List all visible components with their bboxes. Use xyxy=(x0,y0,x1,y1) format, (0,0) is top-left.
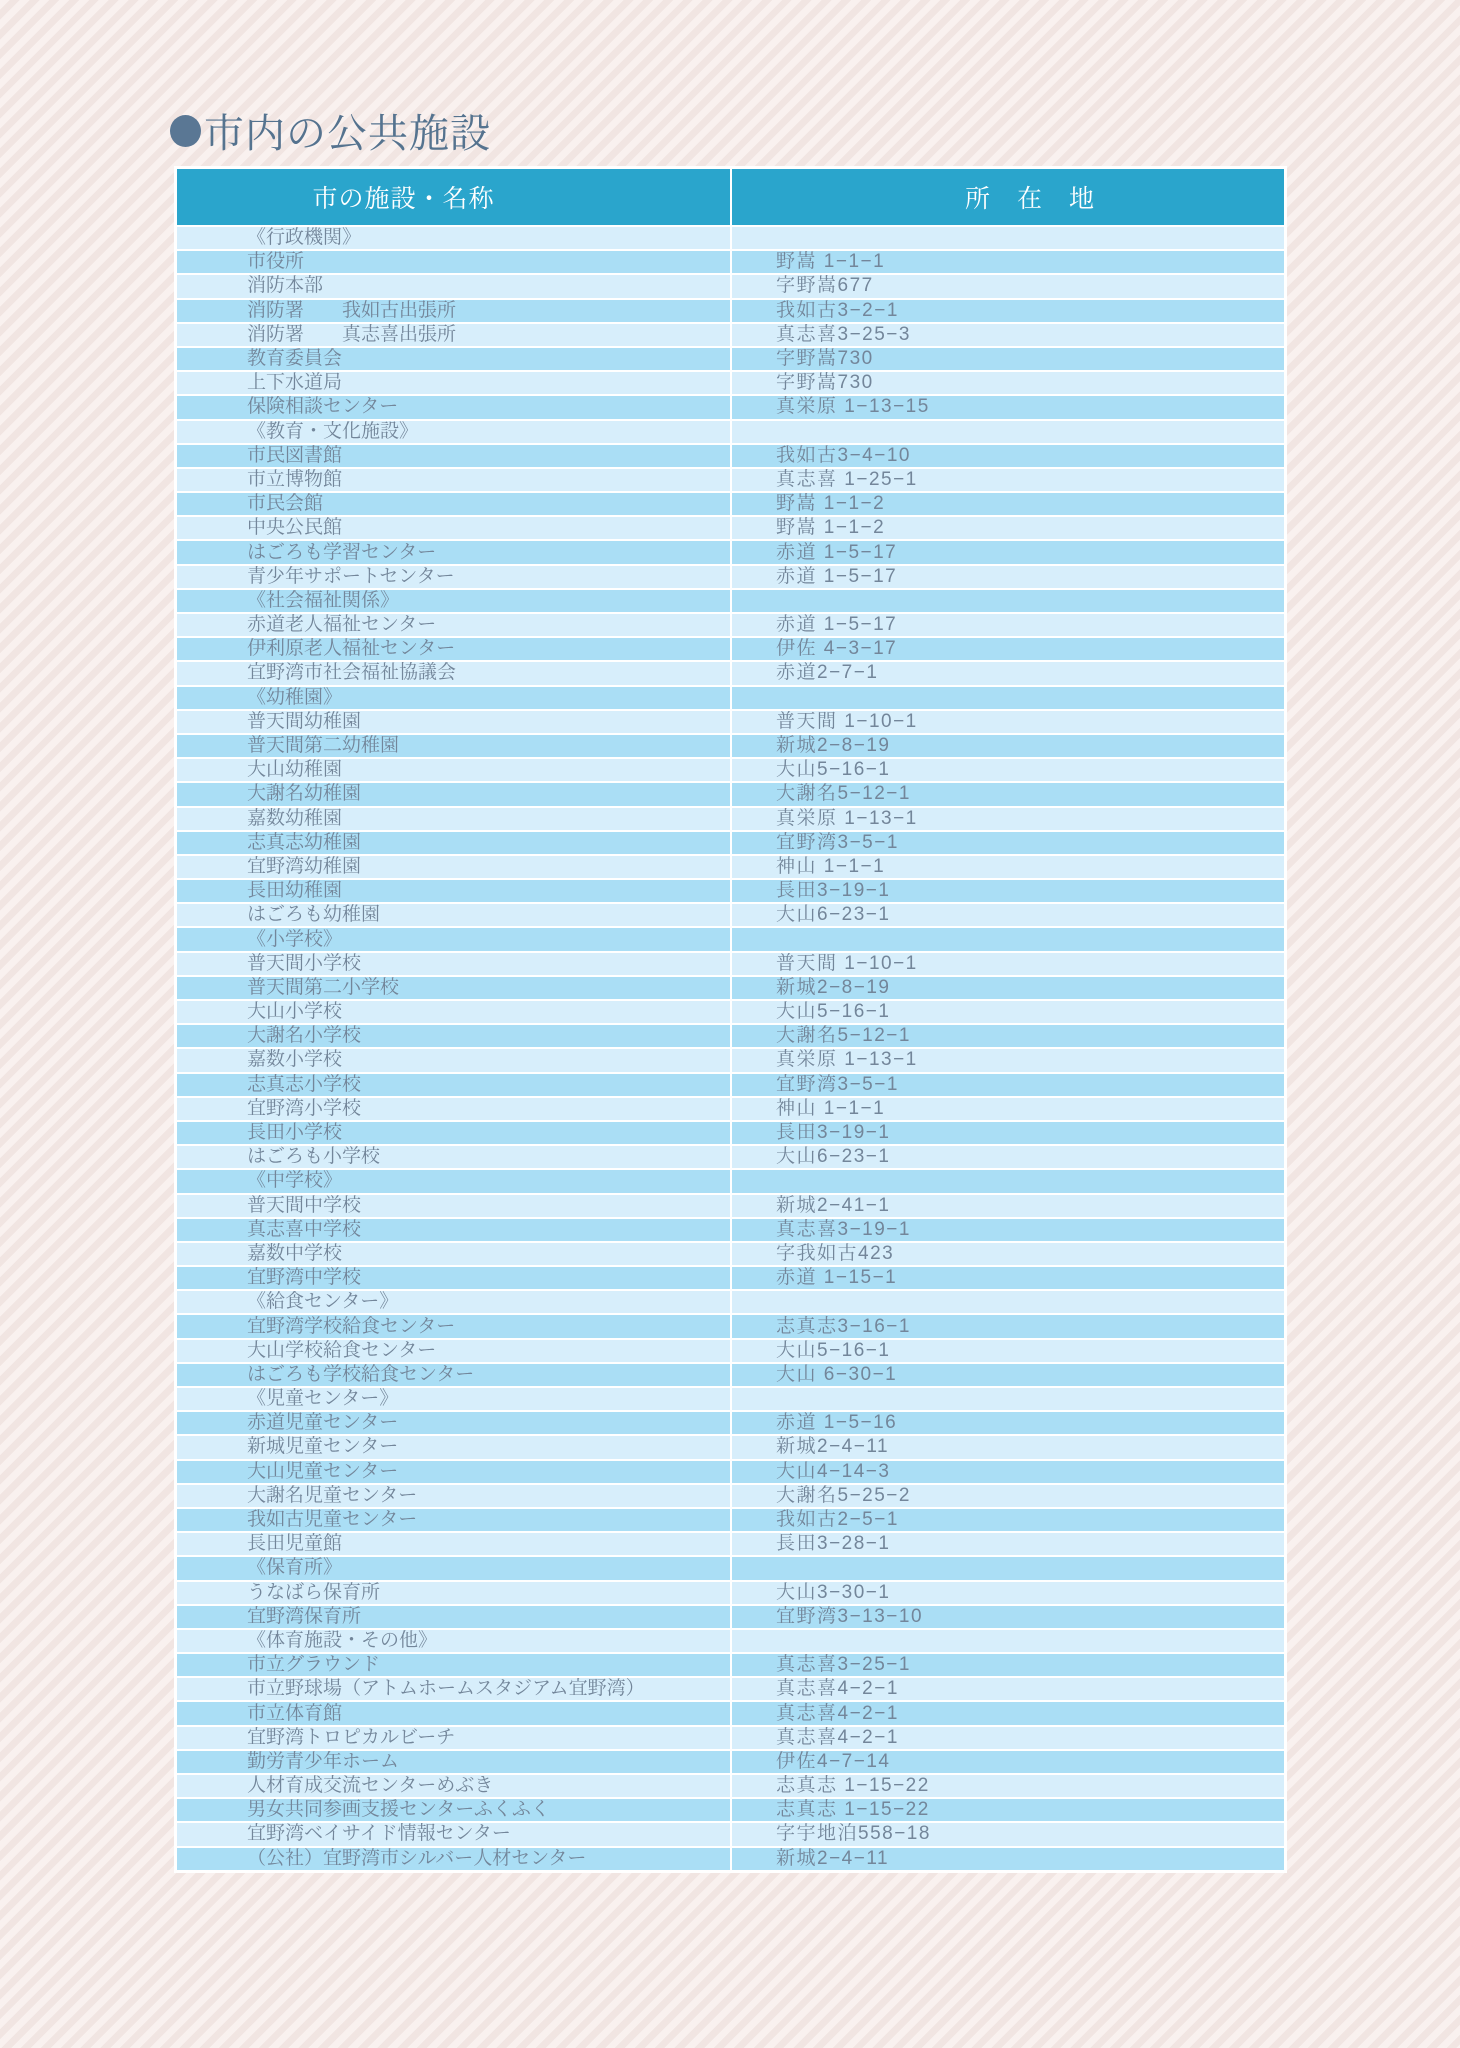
facility-name: はごろも学習センター xyxy=(177,541,730,563)
facility-name: 《体育施設・その他》 xyxy=(177,1630,730,1652)
facility-address: 宜野湾3−5−1 xyxy=(730,1074,1284,1096)
facility-address: 真栄原 1−13−1 xyxy=(730,1049,1284,1071)
table-row xyxy=(177,1606,1284,1628)
facility-name: 普天間中学校 xyxy=(177,1195,730,1217)
table-row xyxy=(177,1848,1284,1870)
table-row xyxy=(177,1461,1284,1483)
table-row xyxy=(177,1098,1284,1120)
facility-address: 字野嵩730 xyxy=(730,372,1284,394)
table-row xyxy=(177,1823,1284,1845)
table-row xyxy=(177,1485,1284,1507)
table-row xyxy=(177,396,1284,418)
table-row-section xyxy=(177,687,1284,709)
table-row xyxy=(177,953,1284,975)
table-row-section xyxy=(177,1291,1284,1313)
table-row-section xyxy=(177,1630,1284,1652)
table-row xyxy=(177,1775,1284,1797)
table-row xyxy=(177,1509,1284,1531)
facility-address: 大山5−16−1 xyxy=(730,1001,1284,1023)
table-row xyxy=(177,1364,1284,1386)
facility-name: 大山小学校 xyxy=(177,1001,730,1023)
facility-name: 伊利原老人福祉センター xyxy=(177,638,730,660)
facility-address: 大山3−30−1 xyxy=(730,1582,1284,1604)
facility-address: 赤道 1−5−17 xyxy=(730,614,1284,636)
facility-name: 消防本部 xyxy=(177,275,730,297)
facility-address: 赤道 1−5−17 xyxy=(730,541,1284,563)
facility-name: 我如古児童センター xyxy=(177,1509,730,1531)
table-row xyxy=(177,1001,1284,1023)
facility-name: 市役所 xyxy=(177,251,730,273)
table-row xyxy=(177,1799,1284,1821)
facility-name: 赤道児童センター xyxy=(177,1412,730,1434)
table-row xyxy=(177,1049,1284,1071)
table-row xyxy=(177,832,1284,854)
facility-name: 《児童センター》 xyxy=(177,1388,730,1410)
table-row-section xyxy=(177,590,1284,612)
facility-address: 志真志3−16−1 xyxy=(730,1315,1284,1337)
facility-name: 宜野湾市社会福祉協議会 xyxy=(177,662,730,684)
facility-name: 宜野湾トロピカルビーチ xyxy=(177,1727,730,1749)
table-row xyxy=(177,1436,1284,1458)
facility-name: 長田児童館 xyxy=(177,1533,730,1555)
facility-address: 新城2−8−19 xyxy=(730,977,1284,999)
facility-name: （公社）宜野湾市シルバー人材センター xyxy=(177,1848,730,1870)
table-row xyxy=(177,493,1284,515)
facility-address: 神山 1−1−1 xyxy=(730,1098,1284,1120)
table-row-section xyxy=(177,928,1284,950)
facility-name: 《教育・文化施設》 xyxy=(177,421,730,443)
facility-name: 普天間小学校 xyxy=(177,953,730,975)
facility-address: 大謝名5−25−2 xyxy=(730,1485,1284,1507)
facility-address: 真志喜3−19−1 xyxy=(730,1219,1284,1241)
facility-name: 宜野湾ベイサイド情報センター xyxy=(177,1823,730,1845)
table-row xyxy=(177,1340,1284,1362)
bullet-icon xyxy=(170,115,201,147)
table-row xyxy=(177,711,1284,733)
facility-address: 伊佐 4−3−17 xyxy=(730,638,1284,660)
table-header-row xyxy=(177,169,1284,225)
table-row xyxy=(177,808,1284,830)
facility-name: 宜野湾幼稚園 xyxy=(177,856,730,878)
facility-name: 嘉数小学校 xyxy=(177,1049,730,1071)
facility-name: 保険相談センター xyxy=(177,396,730,418)
facility-name: 市立体育館 xyxy=(177,1702,730,1724)
facility-address: 宜野湾3−5−1 xyxy=(730,832,1284,854)
facility-address: 赤道 1−15−1 xyxy=(730,1267,1284,1289)
table-row-section xyxy=(177,421,1284,443)
table-row xyxy=(177,372,1284,394)
facility-address: 志真志 1−15−22 xyxy=(730,1799,1284,1821)
facility-address: 大謝名5−12−1 xyxy=(730,783,1284,805)
facility-address: 我如古2−5−1 xyxy=(730,1509,1284,1531)
facility-name: 勤労青少年ホーム xyxy=(177,1751,730,1773)
table-row xyxy=(177,904,1284,926)
facility-address: 野嵩 1−1−2 xyxy=(730,517,1284,539)
facility-name: うなばら保育所 xyxy=(177,1582,730,1604)
table-row-section xyxy=(177,1170,1284,1192)
table-row xyxy=(177,469,1284,491)
facility-name: 宜野湾小学校 xyxy=(177,1098,730,1120)
facility-address: 大山5−16−1 xyxy=(730,759,1284,781)
facility-address: 宜野湾3−13−10 xyxy=(730,1606,1284,1628)
page-title-text: 市内の公共施設 xyxy=(204,112,491,156)
table-row xyxy=(177,759,1284,781)
facility-name: 《中学校》 xyxy=(177,1170,730,1192)
facility-address: 野嵩 1−1−2 xyxy=(730,493,1284,515)
facility-name: 赤道老人福祉センター xyxy=(177,614,730,636)
facility-name: 《保育所》 xyxy=(177,1557,730,1579)
facility-name: 大山学校給食センター xyxy=(177,1340,730,1362)
column-header-facility-name: 市の施設・名称 xyxy=(312,185,495,213)
facility-name: 《小学校》 xyxy=(177,928,730,950)
facility-name: 嘉数幼稚園 xyxy=(177,808,730,830)
facility-address xyxy=(730,1557,1284,1579)
facility-name: 市立野球場（アトムホームスタジアム宜野湾） xyxy=(177,1678,730,1700)
facility-address: 大山 6−30−1 xyxy=(730,1364,1284,1386)
facility-name: はごろも学校給食センター xyxy=(177,1364,730,1386)
facility-name: 消防署 真志喜出張所 xyxy=(177,324,730,346)
facility-name: 《行政機関》 xyxy=(177,227,730,249)
facility-name: はごろも幼稚園 xyxy=(177,904,730,926)
facility-name: 新城児童センター xyxy=(177,1436,730,1458)
table-row xyxy=(177,1751,1284,1773)
facility-address: 真志喜 1−25−1 xyxy=(730,469,1284,491)
facility-address xyxy=(730,227,1284,249)
facility-address: 真志喜3−25−3 xyxy=(730,324,1284,346)
table-row xyxy=(177,856,1284,878)
table-row xyxy=(177,1025,1284,1047)
table-row xyxy=(177,977,1284,999)
table-row xyxy=(177,517,1284,539)
facility-address: 新城2−41−1 xyxy=(730,1195,1284,1217)
facility-address: 野嵩 1−1−1 xyxy=(730,251,1284,273)
facility-address: 普天間 1−10−1 xyxy=(730,711,1284,733)
table-row xyxy=(177,1122,1284,1144)
facility-address: 新城2−8−19 xyxy=(730,735,1284,757)
table-row xyxy=(177,783,1284,805)
facility-name: 長田幼稚園 xyxy=(177,880,730,902)
facility-name: 宜野湾保育所 xyxy=(177,1606,730,1628)
table-row xyxy=(177,251,1284,273)
public-facilities-table xyxy=(174,166,1287,1873)
table-row xyxy=(177,1219,1284,1241)
facility-address xyxy=(730,1630,1284,1652)
facility-address: 長田3−19−1 xyxy=(730,880,1284,902)
table-row xyxy=(177,1243,1284,1265)
table-row xyxy=(177,566,1284,588)
facility-name: 嘉数中学校 xyxy=(177,1243,730,1265)
table-body xyxy=(177,227,1284,1870)
table-row xyxy=(177,1267,1284,1289)
facility-name: 普天間第二小学校 xyxy=(177,977,730,999)
facility-name: 普天間第二幼稚園 xyxy=(177,735,730,757)
page-title xyxy=(170,102,491,159)
facility-name: 大山幼稚園 xyxy=(177,759,730,781)
facility-address: 大山6−23−1 xyxy=(730,1146,1284,1168)
facility-address: 伊佐4−7−14 xyxy=(730,1751,1284,1773)
facility-address: 大山4−14−3 xyxy=(730,1461,1284,1483)
facility-name: 市民会館 xyxy=(177,493,730,515)
table-row xyxy=(177,300,1284,322)
facility-name: 男女共同参画支援センターふくふく xyxy=(177,1799,730,1821)
facility-name: 大謝名幼稚園 xyxy=(177,783,730,805)
facility-address: 大謝名5−12−1 xyxy=(730,1025,1284,1047)
facility-name: 志真志小学校 xyxy=(177,1074,730,1096)
facility-address xyxy=(730,590,1284,612)
facility-name: 志真志幼稚園 xyxy=(177,832,730,854)
table-row xyxy=(177,1412,1284,1434)
table-row-section xyxy=(177,1388,1284,1410)
facility-address: 赤道2−7−1 xyxy=(730,662,1284,684)
facility-name: 大山児童センター xyxy=(177,1461,730,1483)
facility-address: 赤道 1−5−17 xyxy=(730,566,1284,588)
facility-address: 普天間 1−10−1 xyxy=(730,953,1284,975)
facility-address: 真志喜4−2−1 xyxy=(730,1678,1284,1700)
facility-address: 我如古3−4−10 xyxy=(730,445,1284,467)
facility-address: 字野嵩730 xyxy=(730,348,1284,370)
table-row xyxy=(177,1146,1284,1168)
facility-address xyxy=(730,928,1284,950)
facility-address xyxy=(730,1388,1284,1410)
table-row xyxy=(177,662,1284,684)
table-row-section xyxy=(177,1557,1284,1579)
facility-address: 真栄原 1−13−1 xyxy=(730,808,1284,830)
facility-name: 市立グラウンド xyxy=(177,1654,730,1676)
facility-address: 大山5−16−1 xyxy=(730,1340,1284,1362)
facility-name: 大謝名児童センター xyxy=(177,1485,730,1507)
facility-name: 《幼稚園》 xyxy=(177,687,730,709)
facility-name: 《給食センター》 xyxy=(177,1291,730,1313)
facility-address: 新城2−4−11 xyxy=(730,1848,1284,1870)
facility-name: 上下水道局 xyxy=(177,372,730,394)
facility-name: 市民図書館 xyxy=(177,445,730,467)
facility-address: 我如古3−2−1 xyxy=(730,300,1284,322)
facility-address: 字野嵩677 xyxy=(730,275,1284,297)
facility-name: 普天間幼稚園 xyxy=(177,711,730,733)
facility-address: 大山6−23−1 xyxy=(730,904,1284,926)
facility-address: 長田3−19−1 xyxy=(730,1122,1284,1144)
facility-address xyxy=(730,1170,1284,1192)
table-row xyxy=(177,735,1284,757)
facility-address: 長田3−28−1 xyxy=(730,1533,1284,1555)
table-row xyxy=(177,541,1284,563)
facility-name: 青少年サポートセンター xyxy=(177,566,730,588)
facility-address: 志真志 1−15−22 xyxy=(730,1775,1284,1797)
table-row xyxy=(177,1315,1284,1337)
facility-address: 新城2−4−11 xyxy=(730,1436,1284,1458)
facility-address: 真栄原 1−13−15 xyxy=(730,396,1284,418)
column-header-address: 所 在 地 xyxy=(730,169,1284,225)
table-row xyxy=(177,1582,1284,1604)
table-row xyxy=(177,324,1284,346)
table-row xyxy=(177,1195,1284,1217)
facility-name: 長田小学校 xyxy=(177,1122,730,1144)
facility-name: 消防署 我如古出張所 xyxy=(177,300,730,322)
facility-name: 人材育成交流センターめぶき xyxy=(177,1775,730,1797)
facility-address: 真志喜4−2−1 xyxy=(730,1727,1284,1749)
facility-address xyxy=(730,421,1284,443)
table-row xyxy=(177,348,1284,370)
facility-name: 中央公民館 xyxy=(177,517,730,539)
table-row-section xyxy=(177,227,1284,249)
table-row xyxy=(177,638,1284,660)
facility-address: 字我如古423 xyxy=(730,1243,1284,1265)
facility-address xyxy=(730,687,1284,709)
facility-address: 真志喜3−25−1 xyxy=(730,1654,1284,1676)
table-row xyxy=(177,1727,1284,1749)
table-row xyxy=(177,1702,1284,1724)
facility-address: 字宇地泊558−18 xyxy=(730,1823,1284,1845)
facility-address: 赤道 1−5−16 xyxy=(730,1412,1284,1434)
table-row xyxy=(177,1678,1284,1700)
facility-address: 神山 1−1−1 xyxy=(730,856,1284,878)
facility-name: 宜野湾学校給食センター xyxy=(177,1315,730,1337)
facility-name: 《社会福祉関係》 xyxy=(177,590,730,612)
table-row xyxy=(177,445,1284,467)
facility-address: 真志喜4−2−1 xyxy=(730,1702,1284,1724)
table-row xyxy=(177,1074,1284,1096)
facility-name: はごろも小学校 xyxy=(177,1146,730,1168)
facility-name: 市立博物館 xyxy=(177,469,730,491)
table-row xyxy=(177,1654,1284,1676)
facility-name: 教育委員会 xyxy=(177,348,730,370)
facility-name: 大謝名小学校 xyxy=(177,1025,730,1047)
facility-address xyxy=(730,1291,1284,1313)
table-row xyxy=(177,275,1284,297)
table-row xyxy=(177,1533,1284,1555)
table-row xyxy=(177,614,1284,636)
facility-name: 真志喜中学校 xyxy=(177,1219,730,1241)
table-row xyxy=(177,880,1284,902)
facility-name: 宜野湾中学校 xyxy=(177,1267,730,1289)
